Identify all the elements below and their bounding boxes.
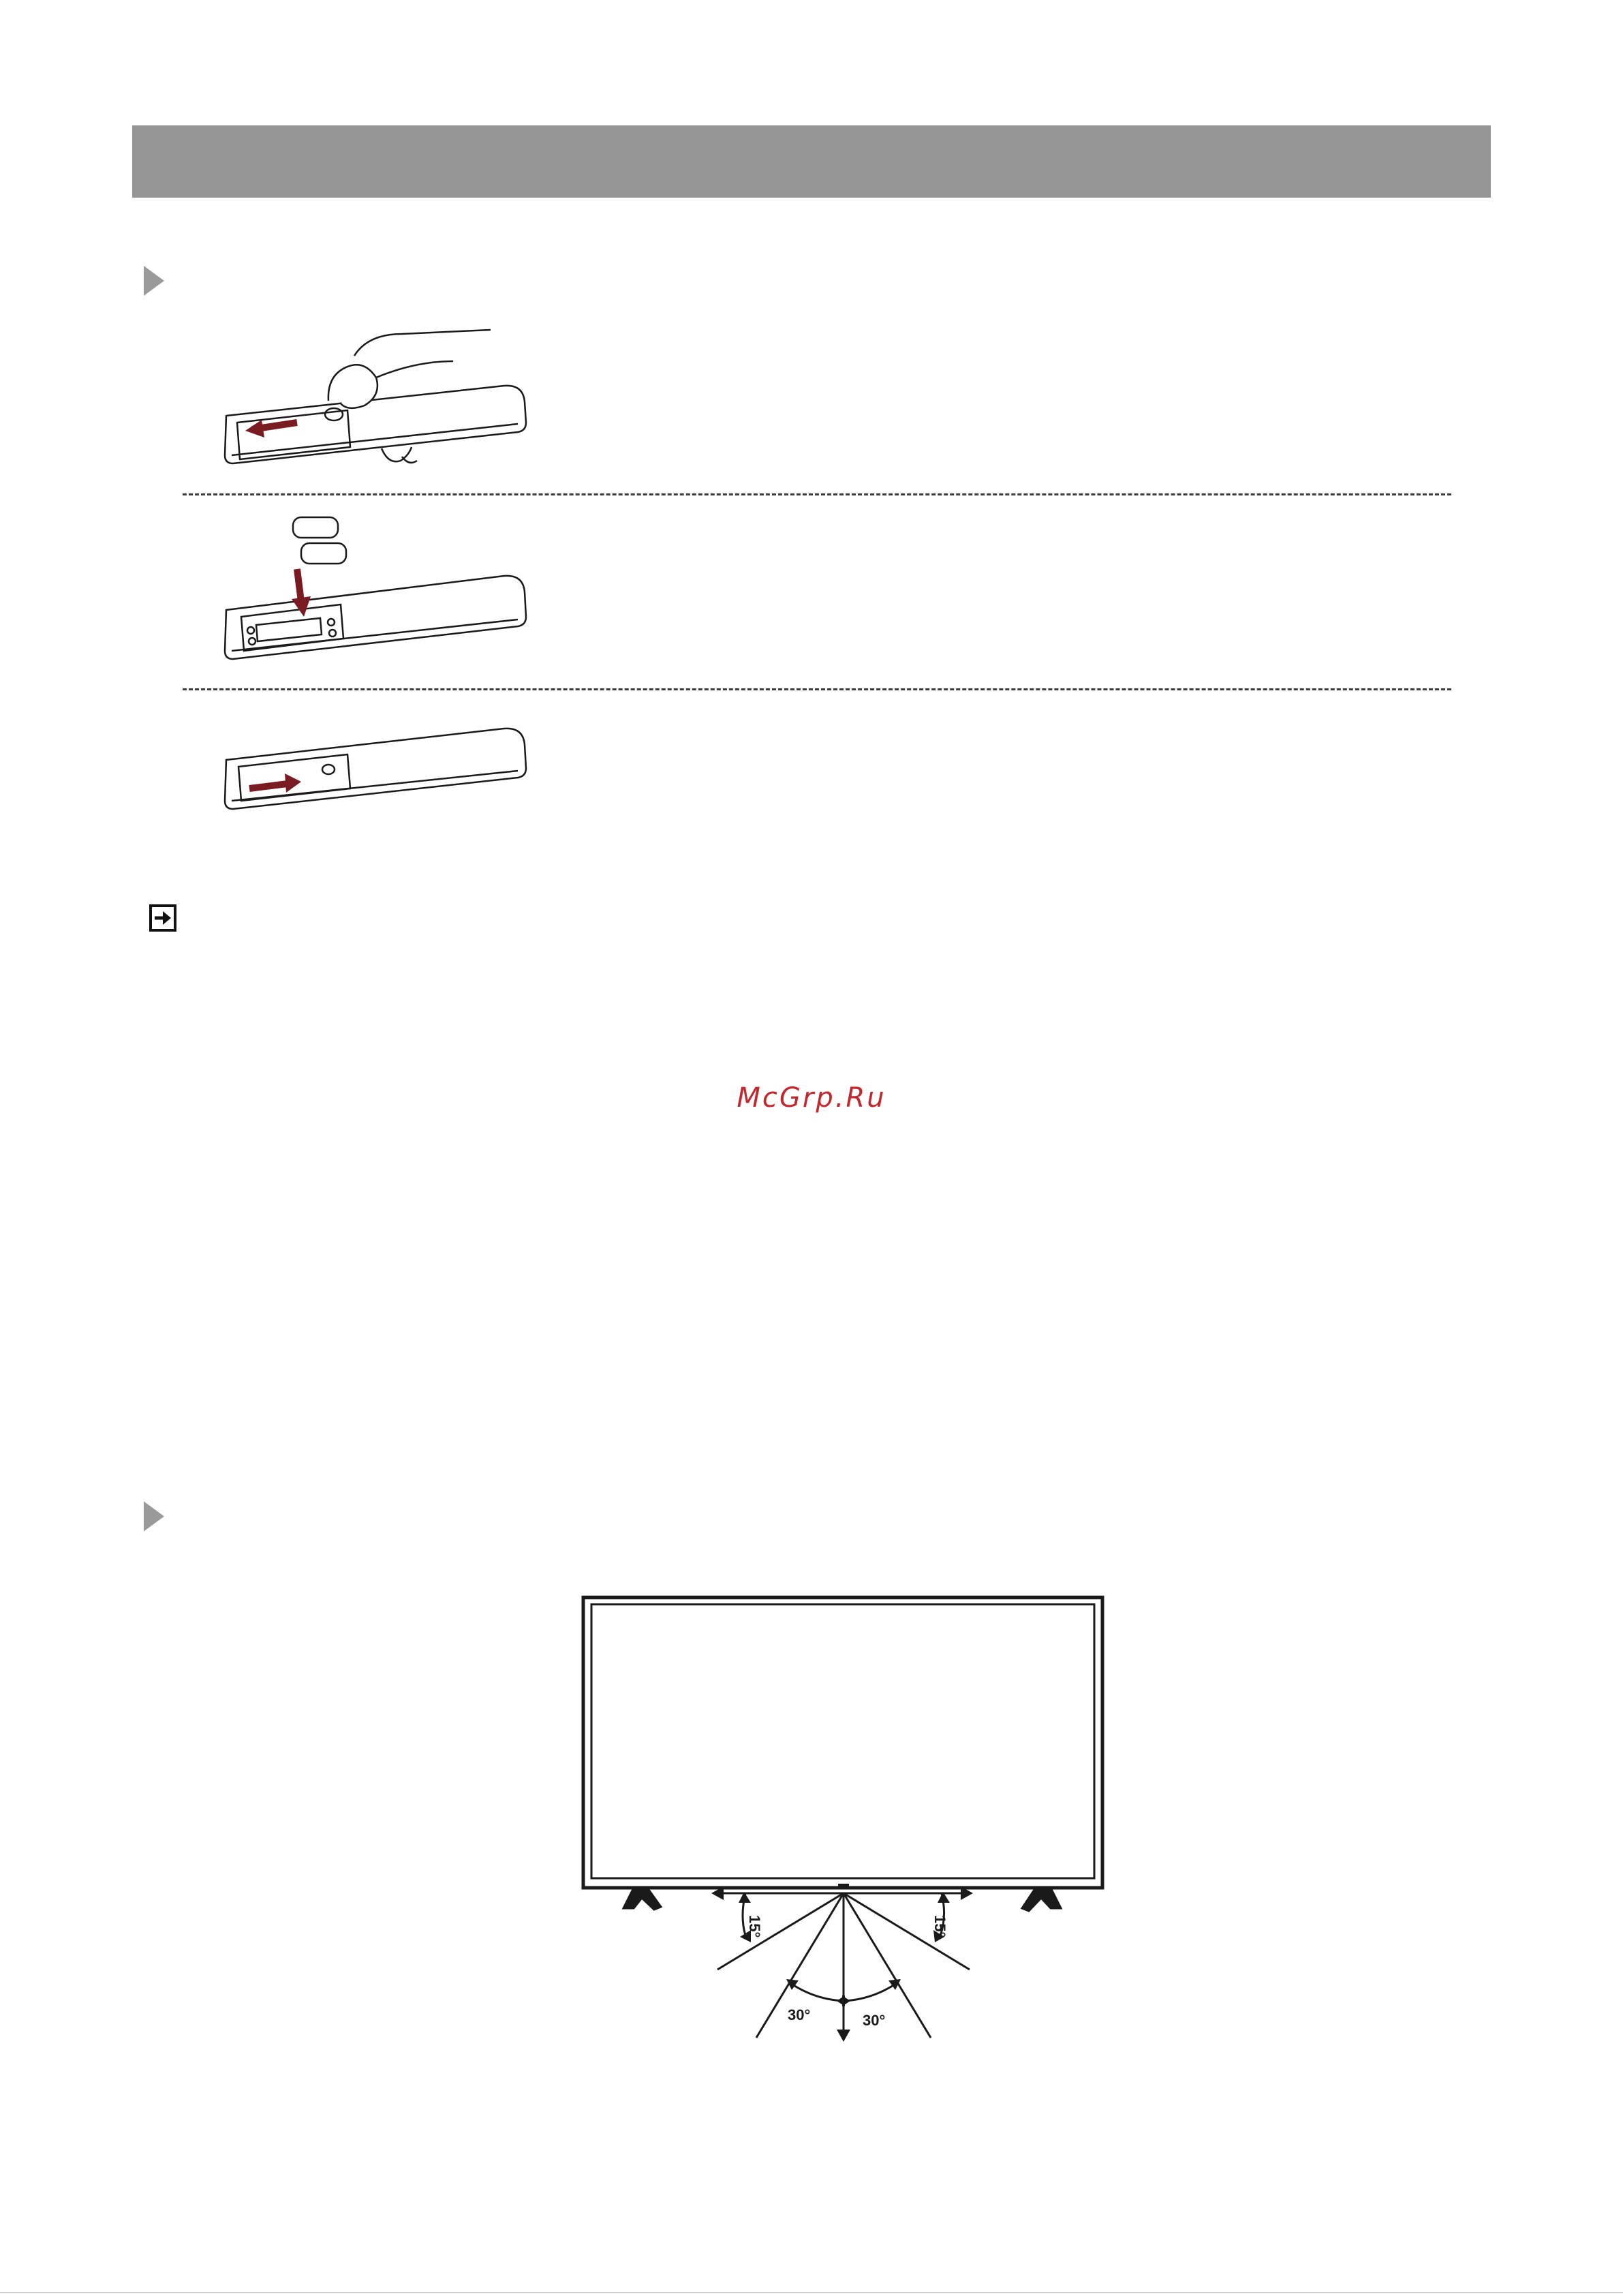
tv-right-stand — [1022, 1888, 1061, 1911]
angle-label-left-tilt: 15° — [746, 1915, 763, 1938]
ir-sensor — [838, 1884, 849, 1888]
angle-label-right-tilt: 15° — [931, 1915, 948, 1938]
step-divider — [183, 688, 1451, 690]
tv-screen — [591, 1604, 1094, 1878]
angle-label-left-spread: 30° — [788, 2006, 811, 2023]
tv-left-stand — [623, 1888, 661, 1910]
note-icon — [149, 904, 176, 932]
angle-label-right-spread: 30° — [863, 2012, 886, 2029]
tv-viewing-angle-diagram — [559, 1588, 1117, 2065]
watermark: McGrp.Ru — [737, 1082, 886, 1114]
header-bar — [132, 125, 1491, 198]
step1-open-cover-illustration — [218, 320, 538, 477]
section-marker-icon — [144, 1501, 164, 1531]
tv-frame — [583, 1597, 1102, 1888]
step2-insert-batteries-illustration — [218, 508, 538, 678]
footer-rule — [0, 2292, 1623, 2293]
step-divider — [183, 493, 1451, 495]
arrow-right-box-icon — [152, 907, 174, 929]
battery-icon — [301, 543, 346, 564]
battery-icon — [293, 517, 338, 538]
step3-close-cover-illustration — [218, 712, 538, 842]
section-marker-icon — [144, 266, 164, 296]
